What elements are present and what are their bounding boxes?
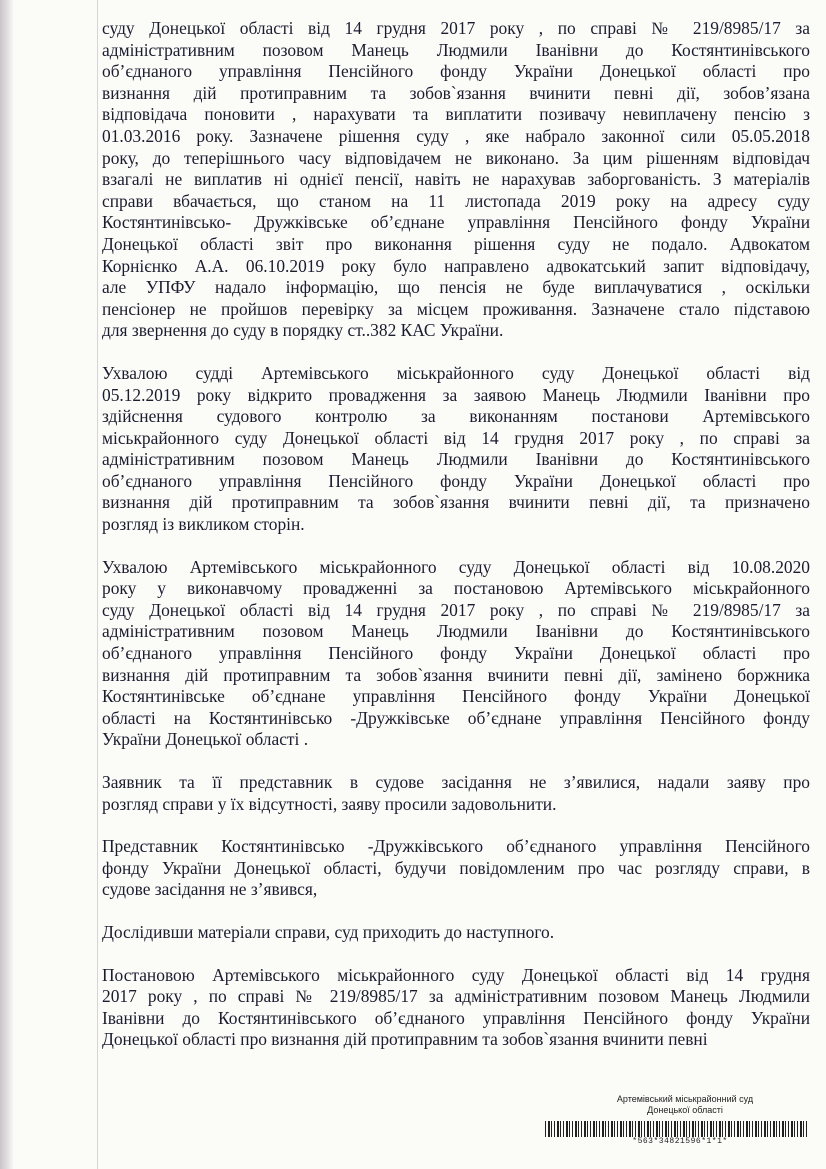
text-line: Ухвалою судді Артемівського міськрайонного суду Донецької області від [102,362,810,383]
paragraph [102,836,810,901]
scan-margin-line [97,0,98,1169]
text-line: Костянтинівське об’єднане управління Пенсійного фонду України Донецької [102,686,810,707]
text-line: об’єднаного управління Пенсійного фонду України Донецької області про [102,61,810,82]
text-line: розгляд із викликом сторін. [102,514,305,535]
text-line: здійснення судового контролю за виконанням постанови Артемівського [102,406,810,427]
text-line: 2017 року , по справі № 219/8985/17 за адміністративним позовом Манець Людмили [102,986,810,1007]
document-body [102,18,810,1072]
paragraph [102,922,810,944]
barcode-number: *563*34821596*1*1* [632,1137,728,1146]
text-line: адміністративним позовом Манець Людмили Іванівни до Костянтинівського [102,621,810,642]
text-line: 05.12.2019 року відкрито провадження за заявою Манець Людмили Іванівни про [102,384,810,405]
stamp-court-name-line2: Донецької області [647,1105,723,1115]
paragraph [102,18,810,342]
text-line: Дослідивши матеріали справи, суд приходить до наступного. [102,921,555,942]
text-line: відповідача поновити , нарахувати та виплатити позивачу невиплачену пенсію з [102,104,810,125]
paragraph [102,772,810,815]
text-line: але УПФУ надало інформацію, що пенсія не буде виплачуватися , оскільки [102,277,810,298]
paragraph [102,557,810,751]
text-line: судове засідання не з’явився, [102,879,318,900]
text-line: Корнієнко А.А. 06.10.2019 року було направлено адвокатський запит відповідачу, [102,255,810,276]
text-line: Ухвалою Артемівського міськрайонного суду Донецької області від 10.08.2020 [102,556,810,577]
text-line: Представник Костянтинівсько -Дружківського об’єднаного управління Пенсійного [102,836,810,857]
paragraph [102,363,810,536]
text-line: суду Донецької області від 14 грудня 2017 року , по справі № 219/8985/17 за [102,599,810,620]
text-line: Донецької області звіт про виконання рішення суду не подало. Адвокатом [102,233,810,254]
stamp-court-name-line1: Артемівський міськрайонний суд [616,1094,754,1104]
text-line: Постановою Артемівського міськрайонного суду Донецької області від 14 грудня [102,964,810,985]
scan-edge-shadow [0,0,14,1169]
text-line: розгляд справи у їх відсутності, заяву просили задовольнити. [102,793,557,814]
text-line: пенсіонер не пройшов перевірку за місцем проживання. Зазначене стало підставою [102,298,810,319]
court-stamp [560,1094,810,1116]
text-line: взагалі не виплатив ні однієї пенсії, навіть не нарахував заборгованість. З матеріалів [102,169,810,190]
text-line: Іванівни до Костянтинівського об’єднаного управління Пенсійного фонду України [102,1007,810,1028]
text-line: Костянтинівсько- Дружківське об’єднане управління Пенсійного фонду України [102,212,810,233]
text-line: визнання дій протиправним та зобов`язання вчинити певні дії, зобов’язана [102,82,810,103]
text-line: року у виконавчому провадженні за постановою Артемівського міськрайонного [102,578,810,599]
text-line: Заявник та її представник в судове засідання не з’явилися, надали заяву про [102,772,810,792]
text-line: визнання дій протиправним та зобов`язання вчинити певні дії, та призначено [102,492,810,513]
text-line: об’єднаного управління Пенсійного фонду України Донецької області про [102,643,810,664]
text-line: фонду України Донецької області, будучи повідомленим про час розгляду справи, в [102,857,810,878]
text-line: України Донецької області . [102,729,309,750]
text-line: адміністративним позовом Манець Людмили Іванівни до Костянтинівського [102,39,810,60]
text-line: року, до теперішнього часу відповідачем не виконано. За цим рішенням відповідач [102,147,810,168]
text-line: для звернення до суду в порядку ст..382 КАС України. [102,320,504,341]
text-line: суду Донецької області від 14 грудня 2017 року , по справі № 219/8985/17 за [102,18,810,38]
text-line: визнання дій протиправним та зобов`язання вчинити певні дії, замінено боржника [102,664,810,685]
text-line: області на Костянтинівсько -Дружківське об’єднане управління Пенсійного фонду [102,707,810,728]
text-line: адміністративним позовом Манець Людмили Іванівни до Костянтинівського [102,449,810,470]
text-line: справи вбачається, що станом на 11 листопада 2019 року на адресу суду [102,190,810,211]
text-line: міськрайонного суду Донецької області від 14 грудня 2017 року , по справі за [102,427,810,448]
text-line: 01.03.2016 року. Зазначене рішення суду , яке набрало законної сили 05.05.2018 [102,125,810,146]
text-line: об’єднаного управління Пенсійного фонду України Донецької області про [102,470,810,491]
paragraph [102,965,810,1051]
barcode [545,1121,807,1137]
text-line: Донецької області про визнання дій протиправним та зобов`язання вчинити певні [102,1029,708,1050]
